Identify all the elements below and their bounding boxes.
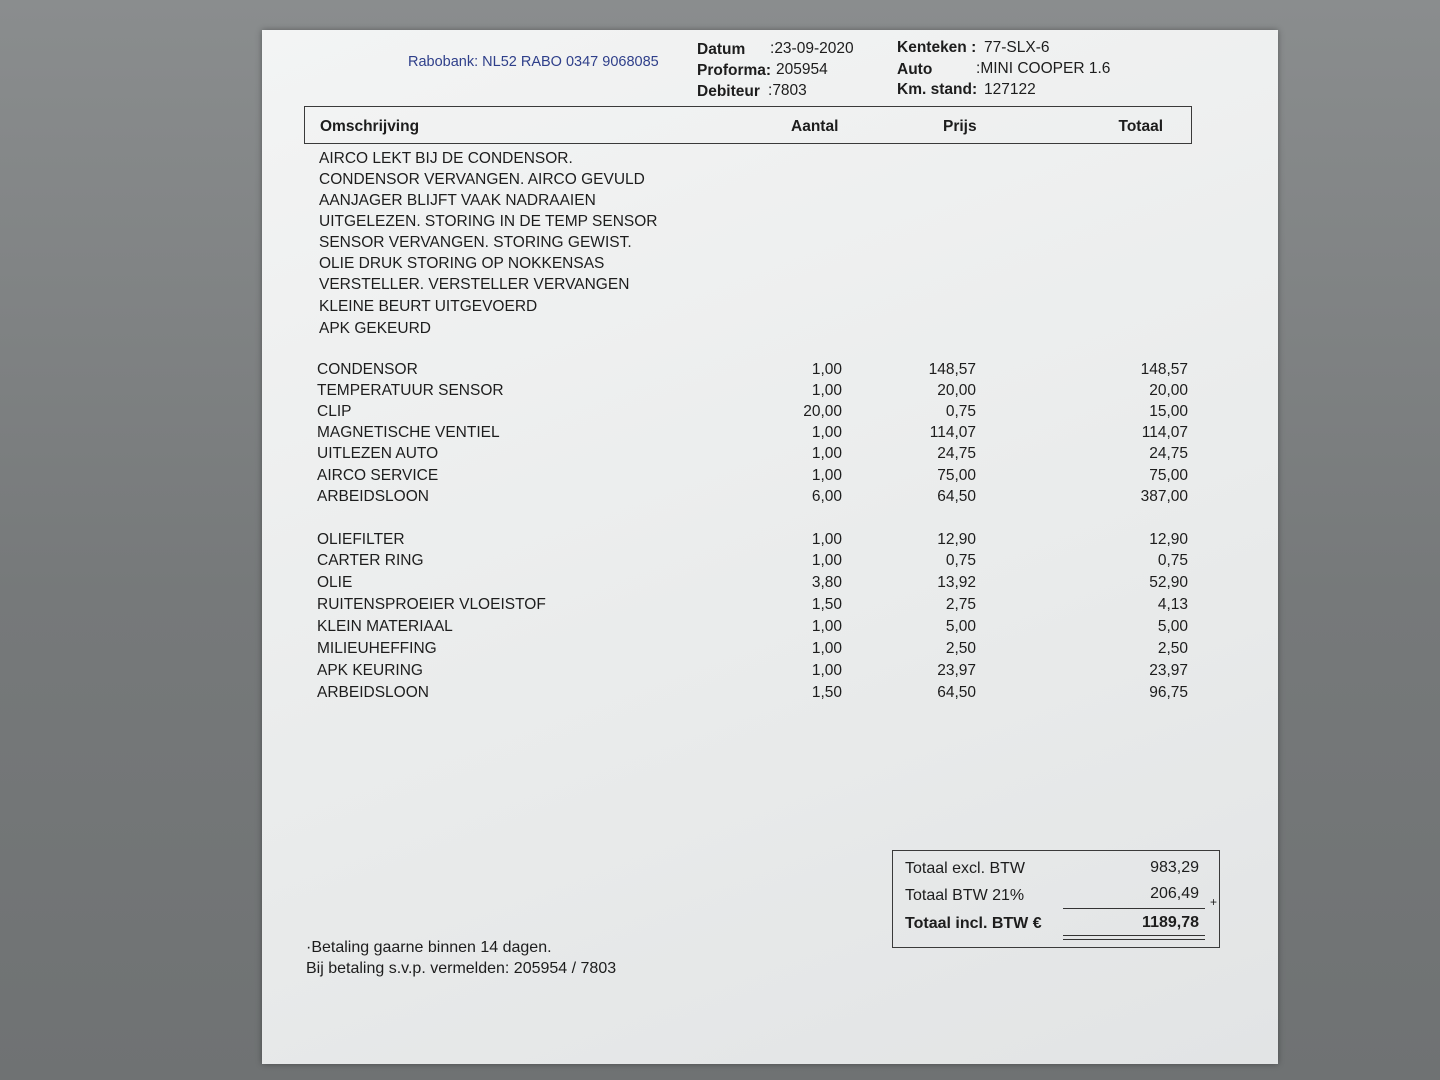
- item-total: 4,13: [1157, 596, 1188, 613]
- description-line: AANJAGER BLIJFT VAAK NADRAAIEN: [319, 192, 596, 209]
- date-label: Datum: [697, 41, 746, 58]
- item-price: 13,92: [937, 574, 976, 591]
- proforma-label: Proforma:: [697, 62, 772, 79]
- item-quantity: 3,80: [811, 574, 842, 591]
- date-value: :23-09-2020: [770, 40, 854, 57]
- item-quantity: 1,50: [811, 596, 842, 613]
- items-table-header: [304, 106, 1192, 144]
- item-quantity: 1,00: [811, 552, 842, 569]
- payment-note: ·Betaling gaarne binnen 14 dagen.: [306, 939, 552, 956]
- total-vat-value: 206,49: [1150, 885, 1199, 902]
- table-row: [262, 684, 1278, 706]
- item-total: 5,00: [1157, 618, 1188, 635]
- item-quantity: 6,00: [811, 488, 842, 505]
- total-incl-vat-label: Totaal incl. BTW €: [905, 915, 1042, 932]
- item-price: 20,00: [937, 382, 976, 399]
- column-total: Totaal: [1118, 118, 1163, 135]
- double-underline: [1063, 935, 1205, 940]
- description-line: AIRCO LEKT BIJ DE CONDENSOR.: [319, 150, 573, 167]
- table-row: [262, 574, 1278, 596]
- table-row: [262, 640, 1278, 662]
- item-total: 20,00: [1149, 382, 1188, 399]
- car-label: Auto: [897, 61, 933, 78]
- description-line: VERSTELLER. VERSTELLER VERVANGEN: [319, 276, 630, 293]
- item-description: OLIEFILTER: [317, 531, 405, 548]
- item-total: 52,90: [1149, 574, 1188, 591]
- table-row: [262, 403, 1278, 425]
- table-row: [262, 382, 1278, 404]
- column-price: Prijs: [943, 118, 977, 135]
- debtor-value: :7803: [768, 82, 807, 99]
- item-description: AIRCO SERVICE: [317, 467, 439, 484]
- item-total: 2,50: [1157, 640, 1188, 657]
- item-price: 64,50: [937, 684, 976, 701]
- item-description: CARTER RING: [317, 552, 424, 569]
- item-quantity: 1,00: [811, 531, 842, 548]
- table-row: [262, 445, 1278, 467]
- item-description: CLIP: [317, 403, 352, 420]
- description-line: APK GEKEURD: [319, 320, 431, 337]
- description-line: KLEINE BEURT UITGEVOERD: [319, 298, 538, 315]
- item-description: MILIEUHEFFING: [317, 640, 437, 657]
- item-total: 96,75: [1149, 684, 1188, 701]
- description-line: UITGELEZEN. STORING IN DE TEMP SENSOR: [319, 213, 658, 230]
- total-vat-label: Totaal BTW 21%: [905, 887, 1025, 904]
- item-description: TEMPERATUUR SENSOR: [317, 382, 504, 399]
- debtor-label: Debiteur: [697, 83, 760, 100]
- table-row: [262, 662, 1278, 684]
- table-row: [262, 596, 1278, 618]
- invoice-document: [262, 30, 1278, 1064]
- total-excl-vat-value: 983,29: [1150, 859, 1199, 876]
- reference-note: Bij betaling s.v.p. vermelden: 205954 / 7803: [306, 960, 617, 977]
- license-plate-value: 77-SLX-6: [984, 39, 1050, 56]
- item-description: ARBEIDSLOON: [317, 684, 429, 701]
- table-row: [262, 618, 1278, 640]
- sum-divider: [1063, 908, 1205, 909]
- column-quantity: Aantal: [791, 118, 839, 135]
- item-description: ARBEIDSLOON: [317, 488, 429, 505]
- plus-sign: +: [1209, 895, 1217, 909]
- license-plate-label: Kenteken :: [897, 39, 977, 56]
- item-quantity: 1,50: [811, 684, 842, 701]
- item-description: KLEIN MATERIAAL: [317, 618, 453, 635]
- item-description: RUITENSPROEIER VLOEISTOF: [317, 596, 546, 613]
- table-row: [262, 467, 1278, 489]
- item-price: 148,57: [928, 361, 976, 378]
- item-quantity: 1,00: [811, 424, 842, 441]
- column-description: Omschrijving: [320, 118, 420, 135]
- description-line: CONDENSOR VERVANGEN. AIRCO GEVULD: [319, 171, 645, 188]
- item-description: APK KEURING: [317, 662, 423, 679]
- table-row: [262, 488, 1278, 510]
- totals-box: [892, 850, 1220, 948]
- item-quantity: 1,00: [811, 361, 842, 378]
- item-quantity: 20,00: [803, 403, 842, 420]
- item-price: 5,00: [945, 618, 976, 635]
- item-quantity: 1,00: [811, 662, 842, 679]
- item-price: 12,90: [937, 531, 976, 548]
- item-price: 24,75: [937, 445, 976, 462]
- item-total: 15,00: [1149, 403, 1188, 420]
- item-total: 0,75: [1157, 552, 1188, 569]
- item-total: 387,00: [1140, 488, 1188, 505]
- item-quantity: 1,00: [811, 467, 842, 484]
- item-total: 148,57: [1140, 361, 1188, 378]
- item-quantity: 1,00: [811, 640, 842, 657]
- item-total: 24,75: [1149, 445, 1188, 462]
- item-price: 0,75: [945, 552, 976, 569]
- total-incl-vat-value: 1189,78: [1142, 914, 1199, 931]
- item-price: 23,97: [937, 662, 976, 679]
- mileage-label: Km. stand:: [897, 81, 978, 98]
- item-description: MAGNETISCHE VENTIEL: [317, 424, 500, 441]
- description-line: SENSOR VERVANGEN. STORING GEWIST.: [319, 234, 632, 251]
- proforma-value: 205954: [776, 61, 828, 78]
- item-quantity: 1,00: [811, 382, 842, 399]
- item-description: UITLEZEN AUTO: [317, 445, 439, 462]
- total-excl-vat-label: Totaal excl. BTW: [905, 860, 1026, 877]
- table-row: [262, 552, 1278, 574]
- item-total: 12,90: [1149, 531, 1188, 548]
- item-quantity: 1,00: [811, 618, 842, 635]
- item-price: 114,07: [929, 424, 976, 441]
- car-value: :MINI COOPER 1.6: [976, 60, 1111, 77]
- table-row: [262, 531, 1278, 553]
- table-row: [262, 361, 1278, 383]
- description-line: OLIE DRUK STORING OP NOKKENSAS: [319, 255, 605, 272]
- item-description: OLIE: [317, 574, 353, 591]
- item-price: 75,00: [937, 467, 976, 484]
- item-total: 75,00: [1149, 467, 1188, 484]
- item-quantity: 1,00: [811, 445, 842, 462]
- bank-account-line: Rabobank: NL52 RABO 0347 9068085: [408, 54, 659, 70]
- item-price: 2,50: [945, 640, 976, 657]
- item-total: 23,97: [1149, 662, 1188, 679]
- mileage-value: 127122: [984, 81, 1036, 98]
- item-price: 0,75: [945, 403, 976, 420]
- item-price: 2,75: [945, 596, 976, 613]
- item-price: 64,50: [937, 488, 976, 505]
- item-description: CONDENSOR: [317, 361, 418, 378]
- item-total: 114,07: [1141, 424, 1188, 441]
- table-row: [262, 424, 1278, 446]
